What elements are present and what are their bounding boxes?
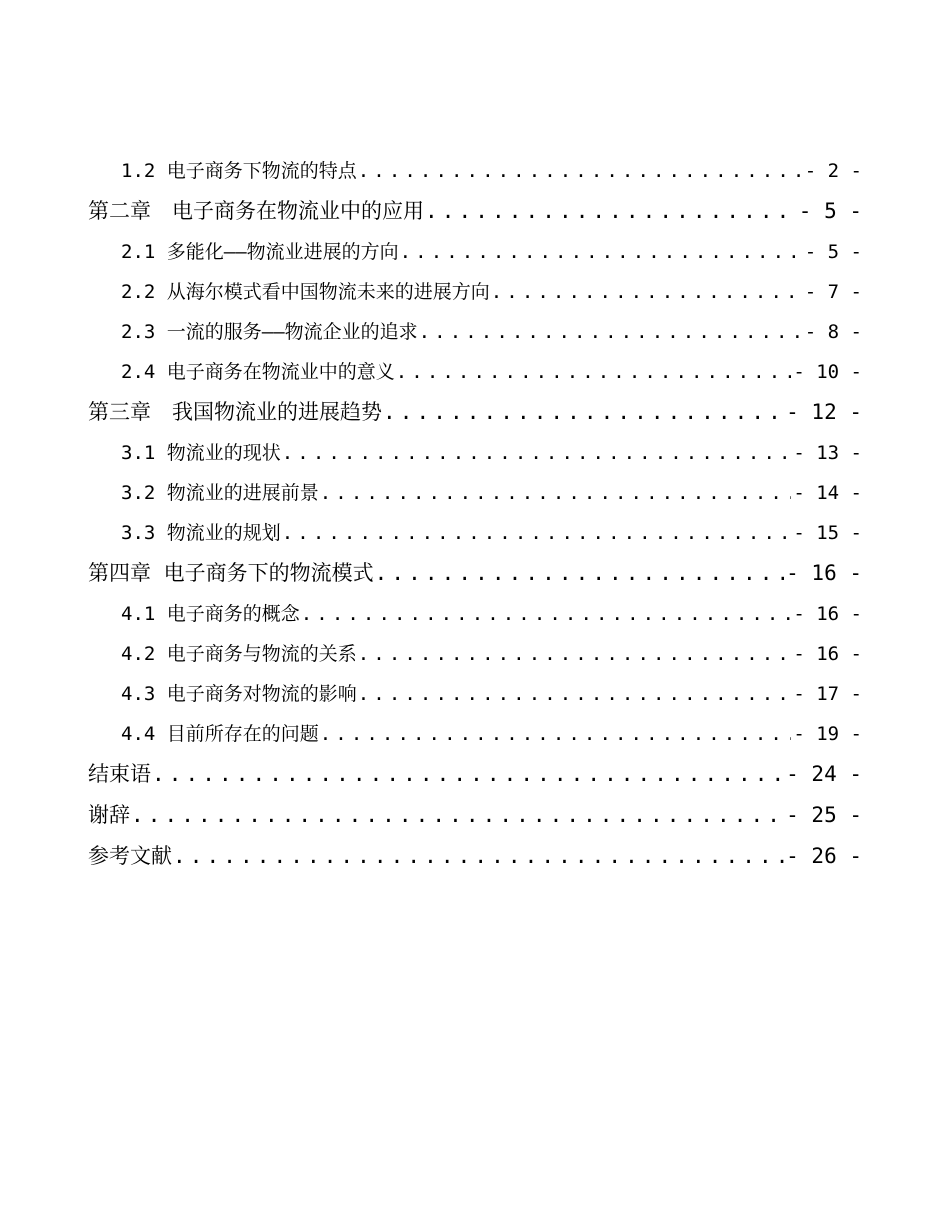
toc-dot-leader	[375, 561, 784, 593]
toc-entry-1-2[interactable]	[88, 150, 862, 190]
toc-entry-2-2[interactable]	[88, 271, 862, 311]
toc-page-number: - 19 -	[793, 723, 862, 746]
toc-entry-label: 参考文献	[88, 843, 172, 868]
toc-entry-2-4[interactable]	[88, 351, 862, 391]
toc-entry-chapter-3[interactable]	[88, 391, 862, 432]
toc-page-number: - 26 -	[786, 843, 862, 868]
toc-page-number: - 16 -	[793, 643, 862, 666]
toc-dot-leader	[358, 643, 792, 673]
toc-page-number: - 15 -	[793, 522, 862, 545]
toc-dot-leader	[301, 603, 792, 633]
toc-entry-conclusion[interactable]	[88, 753, 862, 794]
toc-dot-leader	[320, 482, 792, 512]
toc-entry-label: 4.1 电子商务的概念	[121, 603, 300, 626]
toc-entry-label: 3.3 物流业的规划	[121, 522, 281, 545]
toc-page-number: - 12 -	[786, 399, 862, 424]
toc-entry-label: 4.4 目前所存在的问题	[121, 723, 319, 746]
toc-entry-label: 4.2 电子商务与物流的关系	[121, 643, 357, 666]
toc-entry-label: 3.1 物流业的现状	[121, 442, 281, 465]
toc-entry-label: 2.2 从海尔模式看中国物流未来的进展方向	[121, 281, 490, 304]
toc-dot-leader	[282, 522, 792, 552]
toc-dot-leader	[173, 844, 784, 876]
toc-entry-2-1[interactable]	[88, 231, 862, 271]
toc-dot-leader	[282, 442, 792, 472]
toc-page-number: - 25 -	[786, 802, 862, 827]
toc-page-number: - 10 -	[793, 361, 862, 384]
toc-dot-leader	[131, 803, 784, 835]
toc-entry-3-2[interactable]	[88, 472, 862, 512]
table-of-contents	[88, 150, 862, 876]
toc-dot-leader	[152, 762, 784, 794]
toc-dot-leader	[358, 160, 803, 190]
toc-dot-leader	[383, 400, 784, 432]
toc-page-number: - 16 -	[786, 560, 862, 585]
toc-entry-chapter-4[interactable]	[88, 552, 862, 593]
toc-dot-leader	[320, 723, 792, 753]
toc-entry-4-4[interactable]	[88, 713, 862, 753]
toc-dot-leader	[425, 199, 797, 231]
toc-page-number: - 16 -	[793, 603, 862, 626]
toc-page-number: - 17 -	[793, 683, 862, 706]
toc-entry-label: 第三章 我国物流业的进展趋势	[88, 399, 382, 424]
toc-entry-label: 谢辞	[88, 802, 130, 827]
toc-dot-leader	[396, 361, 792, 391]
toc-page-number: - 13 -	[793, 442, 862, 465]
toc-entry-4-1[interactable]	[88, 593, 862, 633]
toc-entry-label: 1.2 电子商务下物流的特点	[121, 160, 357, 183]
toc-entry-label: 2.3 一流的服务——物流企业的追求	[121, 321, 418, 344]
toc-page-number: - 14 -	[793, 482, 862, 505]
toc-entry-3-1[interactable]	[88, 432, 862, 472]
toc-dot-leader	[419, 321, 803, 351]
toc-entry-label: 3.2 物流业的进展前景	[121, 482, 319, 505]
toc-entry-label: 4.3 电子商务对物流的影响	[121, 683, 357, 706]
toc-entry-label: 第四章 电子商务下的物流模式	[88, 560, 374, 585]
toc-page-number: - 8 -	[804, 321, 862, 344]
toc-entry-label: 结束语	[88, 761, 151, 786]
toc-dot-leader	[491, 281, 803, 311]
toc-entry-label: 第二章 电子商务在物流业中的应用	[88, 198, 424, 223]
toc-entry-3-3[interactable]	[88, 512, 862, 552]
toc-entry-4-2[interactable]	[88, 633, 862, 673]
toc-dot-leader	[400, 241, 803, 271]
toc-entry-chapter-2[interactable]	[88, 190, 862, 231]
toc-entry-4-3[interactable]	[88, 673, 862, 713]
toc-page-number: - 24 -	[786, 761, 862, 786]
toc-entry-acknowledgements[interactable]	[88, 794, 862, 835]
toc-page-number: - 5 -	[798, 198, 862, 223]
toc-page-number: - 5 -	[804, 241, 862, 264]
toc-entry-references[interactable]	[88, 835, 862, 876]
toc-entry-label: 2.4 电子商务在物流业中的意义	[121, 361, 395, 384]
toc-entry-2-3[interactable]	[88, 311, 862, 351]
toc-entry-label: 2.1 多能化——物流业进展的方向	[121, 241, 399, 264]
toc-page-number: - 2 -	[804, 160, 862, 183]
toc-page-number: - 7 -	[804, 281, 862, 304]
toc-dot-leader	[358, 683, 792, 713]
